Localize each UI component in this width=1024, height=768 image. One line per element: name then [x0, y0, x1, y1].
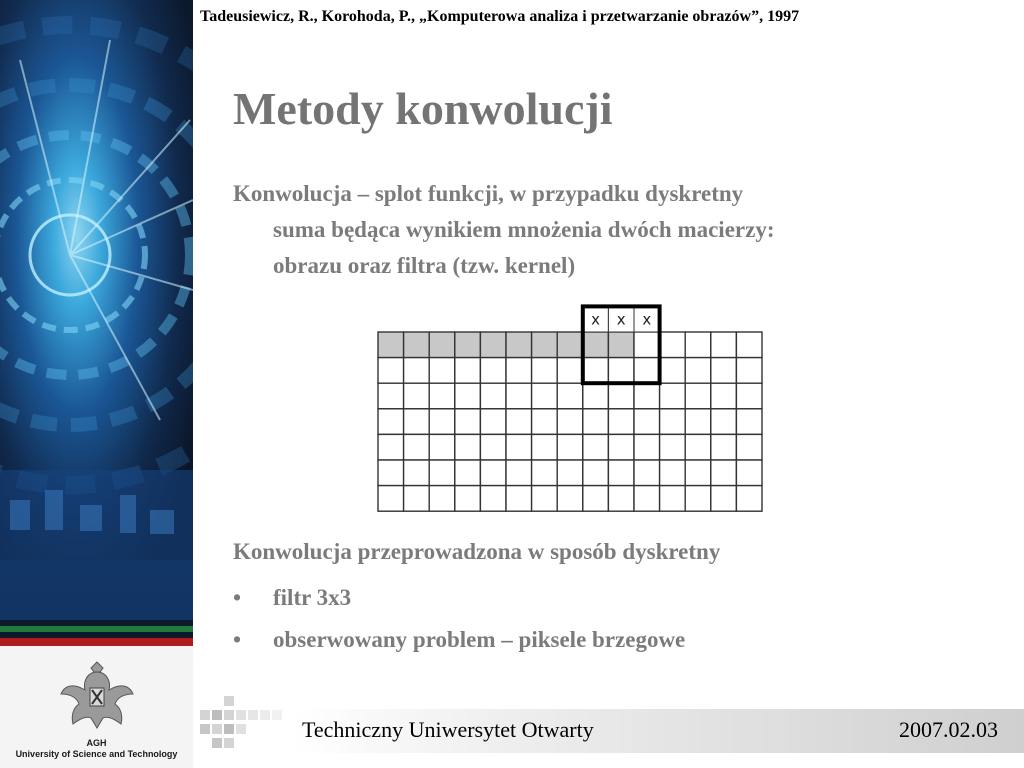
grid-cell [634, 460, 660, 486]
grid-cell [532, 409, 558, 435]
grid-cell [711, 460, 737, 486]
grid-cell [480, 434, 506, 460]
sidebar-stripes [0, 620, 193, 646]
bullet-marker: • [233, 627, 242, 652]
grid-cell [685, 434, 711, 460]
kernel-outside-mark: x [642, 310, 652, 329]
grid-cell [404, 460, 430, 486]
grid-cell [634, 486, 660, 512]
bullet-item [233, 627, 685, 653]
grid-cell [480, 486, 506, 512]
grid-cell [557, 358, 583, 384]
convolution-grid-figure [370, 300, 770, 525]
grid-cell [532, 460, 558, 486]
grid-cell [660, 332, 686, 358]
grid-cell [455, 486, 481, 512]
grid-cell [557, 383, 583, 409]
bullet-marker: • [233, 585, 242, 610]
grid-cell [506, 486, 532, 512]
logo-line2: University of Science and Technology [15, 749, 178, 759]
grid-cell [378, 486, 404, 512]
logo-line1: AGH [86, 738, 107, 748]
convolution-grid [370, 300, 770, 520]
grid-cell [608, 460, 634, 486]
definition-line: Konwolucja – splot funkcji, w przypadku dyskretny [233, 181, 744, 206]
shaded-grid-cell [608, 332, 634, 358]
bullet-text: filtr 3x3 [273, 585, 352, 610]
grid-cell [634, 409, 660, 435]
grid-cell [532, 434, 558, 460]
slide-title: Metody konwolucji [233, 83, 613, 134]
grid-cell [660, 460, 686, 486]
agh-eagle-emblem-icon [57, 654, 137, 734]
shaded-grid-cell [378, 332, 404, 358]
kernel-outside-mark: x [591, 310, 601, 329]
grid-cell [685, 332, 711, 358]
grid-cell [711, 383, 737, 409]
grid-cell [506, 434, 532, 460]
grid-cell [506, 383, 532, 409]
grid-cell [711, 332, 737, 358]
grid-cell [685, 383, 711, 409]
shaded-grid-cell [455, 332, 481, 358]
grid-cell [557, 434, 583, 460]
grid-cell [378, 409, 404, 435]
grid-cell [404, 486, 430, 512]
grid-cell [660, 358, 686, 384]
grid-cell [532, 486, 558, 512]
footer-decorative-squares [196, 696, 292, 756]
grid-cell [634, 358, 660, 384]
shaded-grid-cell [532, 332, 558, 358]
grid-cell [429, 383, 455, 409]
grid-cell [736, 460, 762, 486]
grid-cell [404, 409, 430, 435]
grid-cell [583, 409, 609, 435]
decorative-sidebar [0, 0, 193, 768]
bullet-text: obserwowany problem – piksele brzegowe [273, 627, 686, 652]
grid-cell [736, 332, 762, 358]
definition-line: suma będąca wynikiem mnożenia dwóch macierzy: [273, 217, 775, 242]
grid-cell [455, 358, 481, 384]
grid-cell [711, 409, 737, 435]
grid-cell [608, 358, 634, 384]
grid-cell [429, 460, 455, 486]
grid-cell [404, 383, 430, 409]
grid-cell [429, 409, 455, 435]
grid-cell [685, 486, 711, 512]
grid-cell [608, 383, 634, 409]
grid-cell [455, 409, 481, 435]
grid-cell [480, 409, 506, 435]
grid-cell [557, 460, 583, 486]
grid-cell [736, 409, 762, 435]
footer-date: 2007.02.03 [899, 717, 998, 742]
shaded-grid-cell [429, 332, 455, 358]
grid-cell [660, 486, 686, 512]
agh-logo-area [0, 646, 193, 768]
subheading: Konwolucja przeprowadzona w sposób dyskretny [233, 539, 721, 564]
grid-cell [378, 434, 404, 460]
grid-cell [660, 409, 686, 435]
grid-cell [378, 358, 404, 384]
grid-cell [711, 434, 737, 460]
kernel-outside-mark: x [616, 310, 626, 329]
grid-cell [557, 409, 583, 435]
grid-cell [480, 383, 506, 409]
grid-cell [608, 486, 634, 512]
grid-cell [532, 383, 558, 409]
grid-cell [557, 486, 583, 512]
shaded-grid-cell [506, 332, 532, 358]
tech-background-graphic [0, 0, 193, 620]
definition-line: obrazu oraz filtra (tzw. kernel) [273, 253, 576, 278]
grid-cell [634, 383, 660, 409]
grid-cell [455, 460, 481, 486]
grid-cell [711, 486, 737, 512]
grid-cell [685, 358, 711, 384]
grid-cell [583, 383, 609, 409]
grid-cell [634, 434, 660, 460]
grid-cell [583, 434, 609, 460]
grid-cell [711, 358, 737, 384]
shaded-grid-cell [557, 332, 583, 358]
shaded-grid-cell [480, 332, 506, 358]
bullet-item [233, 585, 351, 611]
grid-cell [583, 358, 609, 384]
grid-cell [378, 383, 404, 409]
footer-institution: Techniczny Uniwersytet Otwarty [302, 717, 594, 742]
grid-cell [532, 358, 558, 384]
grid-cell [660, 383, 686, 409]
grid-cell [583, 486, 609, 512]
grid-cell [455, 383, 481, 409]
grid-cell [685, 460, 711, 486]
grid-cell [429, 434, 455, 460]
grid-cell [685, 409, 711, 435]
grid-cell [506, 460, 532, 486]
grid-cell [634, 332, 660, 358]
grid-cell [404, 358, 430, 384]
citation-header: Tadeusiewicz, R., Korohoda, P., „Komputerowa analiza i przetwarzanie obrazów”, 1997 [200, 8, 800, 25]
grid-cell [378, 460, 404, 486]
grid-cell [736, 434, 762, 460]
grid-cell [583, 460, 609, 486]
grid-cell [660, 434, 686, 460]
grid-cell [608, 434, 634, 460]
grid-cell [736, 486, 762, 512]
grid-cell [480, 460, 506, 486]
definition-paragraph [233, 176, 953, 284]
grid-cell [506, 358, 532, 384]
grid-cell [429, 358, 455, 384]
grid-cell [506, 409, 532, 435]
grid-cell [736, 358, 762, 384]
shaded-grid-cell [583, 332, 609, 358]
shaded-grid-cell [404, 332, 430, 358]
grid-cell [480, 358, 506, 384]
grid-cell [429, 486, 455, 512]
grid-cell [404, 434, 430, 460]
grid-cell [455, 434, 481, 460]
grid-cell [736, 383, 762, 409]
grid-cell [608, 409, 634, 435]
